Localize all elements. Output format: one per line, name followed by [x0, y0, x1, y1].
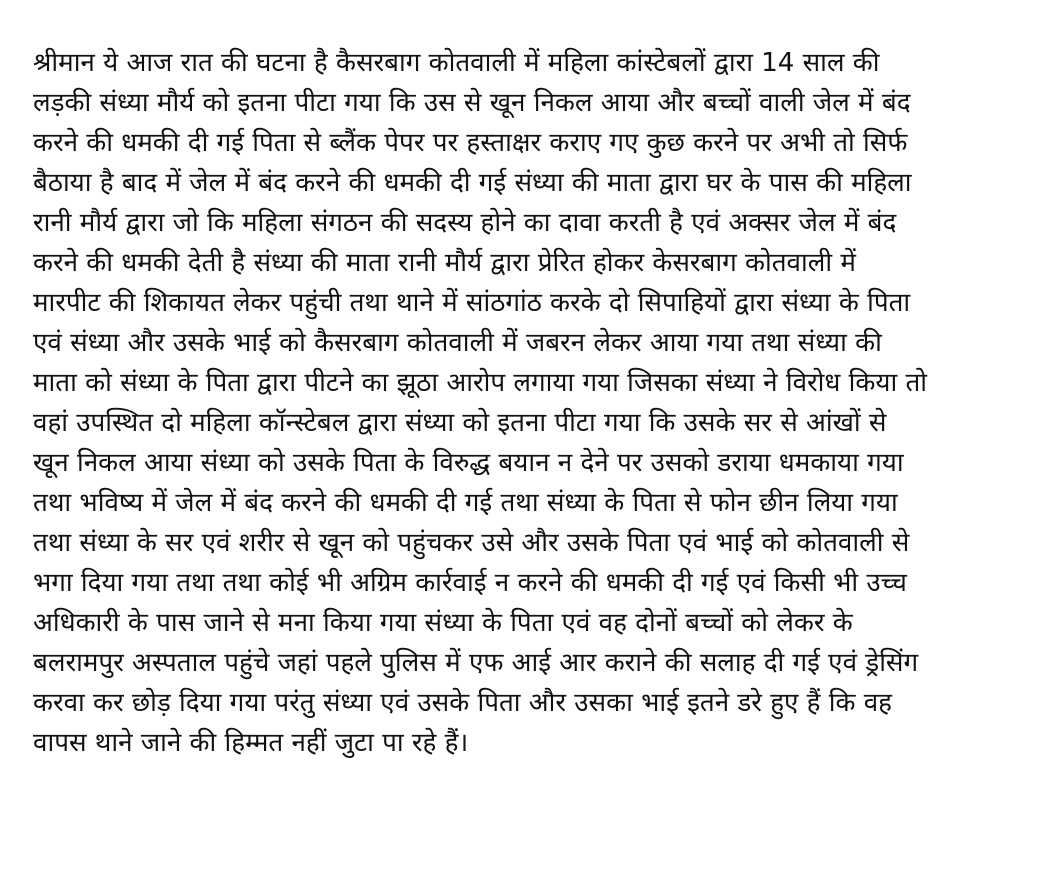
- text-line-2: लड़की संध्या मौर्य को इतना पीटा गया कि उस से खून निकल आया और बच्चों वाली जेल में बंद: [33, 88, 911, 118]
- text-line-14: भगा दिया गया तथा तथा कोई भी अग्रिम कार्रवाई न करने की धमकी दी गई एवं किसी भी उच्च: [33, 568, 907, 598]
- text-line-8: एवं संध्या और उसके भाई को कैसरबाग कोतवाली में जबरन लेकर आया गया तथा संध्या की: [33, 328, 882, 358]
- text-line-9: माता को संध्या के पिता द्वारा पीटने का झूठा आरोप लगाया गया जिसका संध्या ने विरोध किया तो: [33, 368, 928, 398]
- text-line-18: वापस थाने जाने की हिम्मत नहीं जुटा पा रहे हैं।: [33, 728, 469, 758]
- text-line-10: वहां उपस्थित दो महिला कॉन्स्टेबल द्वारा संध्या को इतना पीटा गया कि उसके सर से आंखों से: [33, 408, 887, 438]
- text-line-13: तथा संध्या के सर एवं शरीर से खून को पहुंचकर उसे और उसके पिता एवं भाई को कोतवाली से: [33, 528, 910, 558]
- text-line-16: बलरामपुर अस्पताल पहुंचे जहां पहले पुलिस में एफ आई आर कराने की सलाह दी गई एवं ड्रेसिंग: [33, 648, 919, 678]
- text-line-17: करवा कर छोड़ दिया गया परंतु संध्या एवं उसके पिता और उसका भाई इतने डरे हुए हैं कि वह: [33, 688, 892, 718]
- text-line-12: तथा भविष्य में जेल में बंद करने की धमकी दी गई तथा संध्या के पिता से फोन छीन लिया गया: [33, 488, 898, 518]
- text-line-7: मारपीट की शिकायत लेकर पहुंची तथा थाने में सांठगांठ करके दो सिपाहियों द्वारा संध्या के पिता: [33, 288, 911, 318]
- text-line-3: करने की धमकी दी गई पिता से ब्लैंक पेपर पर हस्ताक्षर कराए गए कुछ करने पर अभी तो सिर्फ: [33, 128, 908, 158]
- text-line-5: रानी मौर्य द्वारा जो कि महिला संगठन की सदस्य होने का दावा करती है एवं अक्सर जेल में बंद: [33, 208, 897, 238]
- document-body: [33, 43, 1033, 763]
- text-line-4: बैठाया है बाद में जेल में बंद करने की धमकी दी गई संध्या की माता द्वारा घर के पास की महिला: [33, 168, 912, 198]
- text-line-1: श्रीमान ये आज रात की घटना है कैसरबाग कोतवाली में महिला कांस्टेबलों द्वारा 14 साल की: [33, 48, 880, 78]
- text-line-15: अधिकारी के पास जाने से मना किया गया संध्या के पिता एवं वह दोनों बच्चों को लेकर के: [33, 608, 853, 638]
- text-line-6: करने की धमकी देती है संध्या की माता रानी मौर्य द्वारा प्रेरित होकर केसरबाग कोतवाली में: [33, 248, 856, 278]
- text-line-11: खून निकल आया संध्या को उसके पिता के विरुद्ध बयान न देने पर उसको डराया धमकाया गया: [33, 448, 904, 478]
